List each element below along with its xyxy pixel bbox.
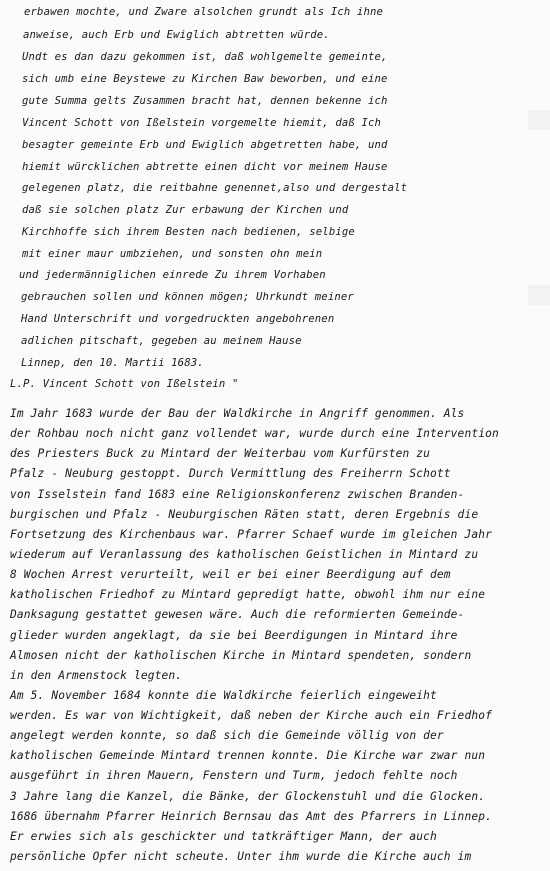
body-line: wiederum auf Veranlassung des katholischen Geistlichen in Mintard zu <box>10 548 479 561</box>
body-line: des Priesters Buck zu Mintard der Weiterbau vom Kurfürsten zu <box>10 447 431 460</box>
quote-line: anweise, auch Erb und Ewiglich abtretten würde. <box>23 29 330 41</box>
body-line: katholischen Gemeinde Mintard trennen konnte. Die Kirche war zwar nun <box>10 749 486 762</box>
body-line: Er erwies sich als geschickter und tatkräftiger Mann, der auch <box>10 830 437 843</box>
quote-line: adlichen pitschaft, gegeben au meinem Hause <box>21 335 302 347</box>
body-line: Danksagung gestattet gewesen wäre. Auch die reformierten Gemeinde- <box>10 608 465 621</box>
body-line: burgischen und Pfalz - Neuburgischen Räten statt, deren Ergebnis die <box>10 508 479 521</box>
quote-line: Kirchhoffe sich ihrem Besten nach bedienen, selbige <box>22 226 355 238</box>
body-line: Am 5. November 1684 konnte die Waldkirche feierlich eingeweiht <box>10 689 437 702</box>
quote-line: Linnep, den 10. Martii 1683. <box>21 357 204 369</box>
body-line: Fortsetzung des Kirchenbaus war. Pfarrer Schaef wurde im gleichen Jahr <box>10 528 492 541</box>
body-line: glieder wurden angeklagt, da sie bei Beerdigungen in Mintard ihre <box>10 629 458 642</box>
body-line: 8 Wochen Arrest verurteilt, weil er bei einer Beerdigung auf dem <box>10 568 451 581</box>
body-line: in den Armenstock legten. <box>10 669 183 682</box>
bleed-through-mark <box>528 110 550 130</box>
body-line: Almosen nicht der katholischen Kirche in Mintard spendeten, sondern <box>10 649 472 662</box>
quote-line: gute Summa gelts Zusammen bracht hat, dennen bekenne ich <box>22 95 388 107</box>
quote-line: Undt es dan dazu gekommen ist, daß wohlgemelte gemeinte, <box>22 51 388 63</box>
body-line: Pfalz - Neuburg gestoppt. Durch Vermittlung des Freiherrn Schott <box>10 467 451 480</box>
quote-line: Vincent Schott von Ißelstein vorgemelte hiemit, daß Ich <box>22 117 382 129</box>
quote-line: besagter gemeinte Erb und Ewiglich abgetretten habe, und <box>22 139 388 151</box>
body-line: von Isselstein fand 1683 eine Religionskonferenz zwischen Branden- <box>10 488 465 501</box>
quote-line: gelegenen platz, die reitbahne genennet,also und dergestalt <box>22 182 408 194</box>
quote-line: mit einer maur umbziehen, und sonsten ohn mein <box>22 248 323 260</box>
quote-line: sich umb eine Beystewe zu Kirchen Baw beworben, und eine <box>22 73 388 85</box>
bleed-through-mark <box>528 285 550 305</box>
quote-line: daß sie solchen platz Zur erbawung der Kirchen und <box>22 204 349 216</box>
signature-line: L.P. Vincent Schott von Ißelstein " <box>10 378 239 390</box>
body-line: ausgeführt in ihren Mauern, Fenstern und Turm, jedoch fehlte noch <box>10 769 458 782</box>
body-line: katholischen Friedhof zu Mintard gepredigt hatte, obwohl ihm nur eine <box>10 588 486 601</box>
body-line: werden. Es war von Wichtigkeit, daß neben der Kirche auch ein Friedhof <box>10 709 492 722</box>
quote-line: hiemit würcklichen abtrette einen dicht vor meinem Hause <box>22 161 388 173</box>
body-line: Im Jahr 1683 wurde der Bau der Waldkirche in Angriff genommen. Als <box>10 407 465 420</box>
quote-line: erbawen mochte, und Zware alsolchen grundt als Ich ihne <box>24 6 384 18</box>
quote-line: Hand Unterschrift und vorgedruckten angebohrenen <box>21 313 335 325</box>
body-line: angelegt werden konnte, so daß sich die Gemeinde völlig von der <box>10 729 444 742</box>
body-line: der Rohbau noch nicht ganz vollendet war, wurde durch eine Intervention <box>10 427 499 440</box>
body-line: 1686 übernahm Pfarrer Heinrich Bernsau das Amt des Pfarrers in Linnep. <box>10 810 492 823</box>
body-line: 3 Jahre lang die Kanzel, die Bänke, der Glockenstuhl und die Glocken. <box>10 790 486 803</box>
quote-line: gebrauchen sollen und können mögen; Uhrkundt meiner <box>21 291 354 303</box>
quote-line: und jedermänniglichen einrede Zu ihrem Vorhaben <box>19 269 326 281</box>
body-line: persönliche Opfer nicht scheute. Unter ihm wurde die Kirche auch im <box>10 850 472 863</box>
